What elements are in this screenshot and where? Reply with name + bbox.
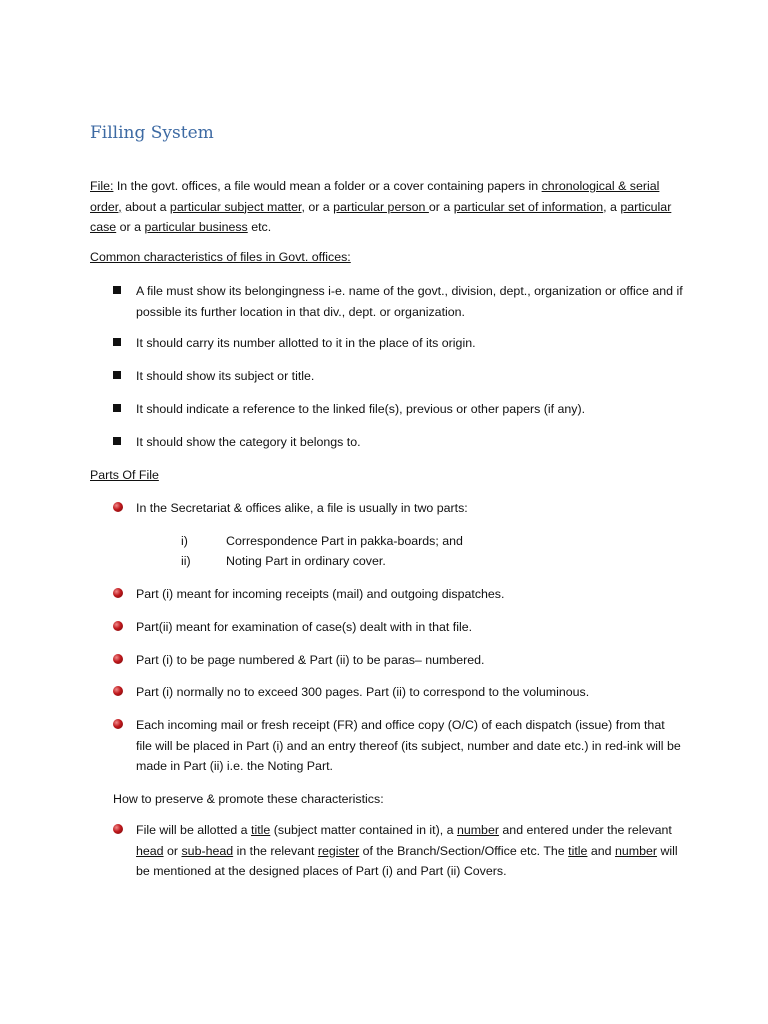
underlined-term: title xyxy=(568,843,588,858)
file-label: File: xyxy=(90,179,114,193)
list-item xyxy=(113,498,683,519)
underlined-term: particular business xyxy=(144,220,248,234)
text-run: will be mentioned at the designed places of Part (i) and Part (ii) Covers. xyxy=(136,843,678,878)
underlined-term: head xyxy=(136,843,164,858)
underlined-term: register xyxy=(317,843,360,858)
red-ball-bullet-icon xyxy=(113,502,123,512)
sub-list-number: i) xyxy=(181,534,188,548)
parts-of-file-heading: Parts Of File xyxy=(90,468,159,482)
square-bullet-icon xyxy=(113,404,121,412)
red-ball-bullet-icon xyxy=(113,621,123,631)
file-definition-paragraph xyxy=(90,176,690,238)
list-item-text: Part (i) meant for incoming receipts (mail) and outgoing dispatches. xyxy=(136,587,505,601)
preserve-heading: How to preserve & promote these characteristics: xyxy=(113,792,384,806)
list-item-text: It should carry its number allotted to it in the place of its origin. xyxy=(136,336,476,350)
list-item-text: Part (i) to be page numbered & Part (ii) to be paras– numbered. xyxy=(136,653,485,667)
text-run: or a xyxy=(304,199,334,214)
text-run: or xyxy=(163,843,182,858)
underlined-term: sub-head xyxy=(181,843,234,858)
underlined-term: particular person xyxy=(333,199,429,214)
list-item xyxy=(113,617,683,638)
common-characteristics-heading: Common characteristics of files in Govt. offices: xyxy=(90,250,351,264)
list-item-text: It should indicate a reference to the linked file(s), previous or other papers (if any). xyxy=(136,402,586,416)
list-item xyxy=(113,399,683,420)
list-item-text: It should show the category it belongs to. xyxy=(136,435,361,449)
underlined-term: number xyxy=(615,843,658,858)
list-item-text: A file must show its belongingness i-e. name of the govt., division, dept., organization or office and if possible its further location in that div., dept. or organization. xyxy=(136,284,683,319)
red-ball-bullet-icon xyxy=(113,824,123,834)
square-bullet-icon xyxy=(113,437,121,445)
text-run: and xyxy=(587,843,616,858)
list-item xyxy=(113,650,683,671)
list-item-text: Each incoming mail or fresh receipt (FR) and office copy (O/C) of each dispatch (issue) from that file will be placed in Part (i) and an entry thereof (its subject, number and date etc.) in red-ink will be made in Part (ii) i.e. the Noting Part. xyxy=(136,718,681,773)
document-title: Filling System xyxy=(90,123,214,143)
sub-list-text: Correspondence Part in pakka-boards; and xyxy=(226,534,463,548)
list-item xyxy=(113,820,683,882)
list-item xyxy=(113,281,683,322)
square-bullet-icon xyxy=(113,286,121,294)
list-item xyxy=(113,715,683,777)
text-run: in the relevant xyxy=(233,843,318,858)
sub-list-item xyxy=(181,551,386,571)
underlined-term: title xyxy=(251,823,271,837)
list-item xyxy=(113,333,683,354)
text-run: about a xyxy=(121,199,170,214)
list-item-text: Part(ii) meant for examination of case(s) dealt with in that file. xyxy=(136,620,473,634)
text-run: (subject matter contained in it), a xyxy=(270,823,457,837)
text-run: File will be allotted a xyxy=(136,823,252,837)
red-ball-bullet-icon xyxy=(113,654,123,664)
red-ball-bullet-icon xyxy=(113,719,123,729)
red-ball-bullet-icon xyxy=(113,588,123,598)
underlined-term: particular set of information xyxy=(453,199,604,214)
text-run: of the Branch/Section/Office etc. The xyxy=(359,843,569,858)
list-item-text xyxy=(113,820,683,882)
list-item xyxy=(113,682,683,703)
text-run: or a xyxy=(116,220,145,234)
sub-list-item xyxy=(181,531,463,551)
list-item-text: It should show its subject or title. xyxy=(136,369,315,383)
text-run: and entered under the relevant xyxy=(498,823,672,837)
list-item xyxy=(113,366,683,387)
square-bullet-icon xyxy=(113,338,121,346)
list-item-text: In the Secretariat & offices alike, a file is usually in two parts: xyxy=(136,501,468,515)
underlined-term: particular case xyxy=(90,199,672,234)
list-item-text: Part (i) normally no to exceed 300 pages. Part (ii) to correspond to the voluminous. xyxy=(136,685,590,699)
square-bullet-icon xyxy=(113,371,121,379)
sub-list-number: ii) xyxy=(181,554,191,568)
text-run: etc. xyxy=(247,220,272,234)
text-run: , a xyxy=(603,199,621,214)
red-ball-bullet-icon xyxy=(113,686,123,696)
list-item xyxy=(113,432,683,453)
list-item xyxy=(113,584,683,605)
underlined-term: chronological & serial order, xyxy=(90,179,660,214)
text-run: or a xyxy=(428,199,454,214)
underlined-term: number xyxy=(456,823,499,837)
text-run: In the govt. offices, a file would mean a folder or a cover containing papers in xyxy=(113,179,542,193)
sub-list-text: Noting Part in ordinary cover. xyxy=(226,554,386,568)
underlined-term: particular subject matter, xyxy=(169,199,305,214)
